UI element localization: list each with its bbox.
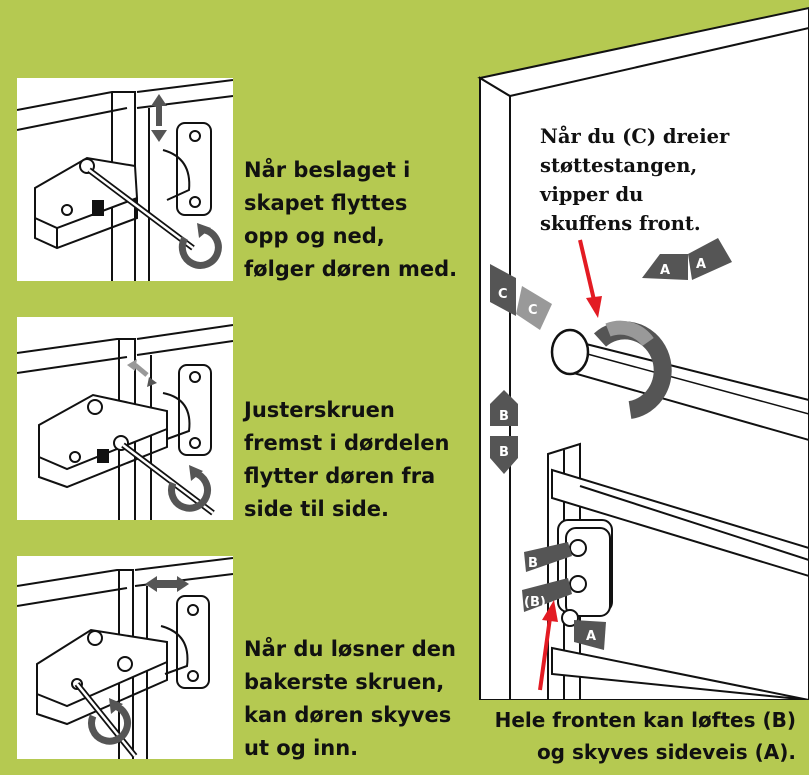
label-c-dark: C: [498, 287, 508, 302]
label-a-left: A: [660, 263, 671, 278]
drawer-front-edge: [480, 78, 510, 700]
bottom-callout: [480, 704, 796, 768]
label-a-bracket: A: [586, 629, 597, 644]
caption-line: kan døren skyves: [244, 703, 452, 727]
callout-line: og skyves sideveis (A).: [536, 740, 796, 764]
caption-line: Justerskruen: [244, 398, 395, 422]
adjustment-bracket: [558, 520, 612, 626]
caption-line: ut og inn.: [244, 736, 359, 760]
hinge-panel-side-to-side: [17, 317, 233, 520]
callout-line: Hele fronten kan løftes (B): [494, 708, 796, 732]
callout-line: vipper du: [540, 183, 644, 206]
callout-line: støttestangen,: [540, 154, 698, 177]
caption-line: fremst i dørdelen: [244, 431, 450, 455]
label-b-bracket: B: [528, 556, 538, 571]
hinge-panel-up-down: [17, 78, 233, 281]
caption-line: bakerste skruen,: [244, 670, 445, 694]
caption-line: side til side.: [244, 497, 389, 521]
caption-line: Når du løsner den: [244, 637, 456, 661]
label-a-right: A: [696, 257, 707, 272]
hinge-illustration-side-to-side: [17, 317, 233, 520]
caption-line: flytter døren fra: [244, 464, 436, 488]
caption-up-down: [244, 154, 457, 286]
drawer-front-illustration: [470, 0, 809, 700]
hinge-panel-in-out: [17, 556, 233, 759]
caption-line: skapet flyttes: [244, 191, 408, 215]
callout-line: skuffens front.: [540, 212, 701, 235]
rod-callout: [540, 122, 729, 238]
label-c-light: C: [528, 303, 538, 318]
caption-in-out: [244, 633, 456, 765]
caption-line: opp og ned,: [244, 224, 385, 248]
label-b-up: B: [499, 409, 509, 424]
hinge-illustration-in-out: [17, 556, 233, 759]
caption-line: følger døren med.: [244, 257, 458, 281]
label-b-down: B: [499, 445, 509, 460]
caption-line: Når beslaget i: [244, 158, 411, 182]
caption-side-to-side: [244, 394, 449, 526]
hinge-illustration-up-down: [17, 78, 233, 281]
callout-line: Når du (C) dreier: [540, 125, 730, 148]
label-b-paren: (B): [524, 595, 546, 610]
